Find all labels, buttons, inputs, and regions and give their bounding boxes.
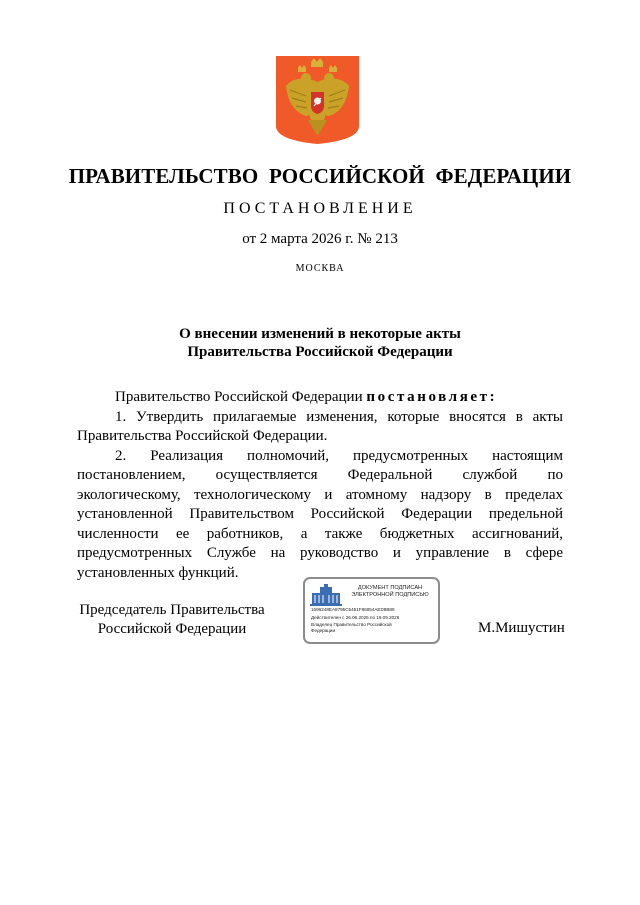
stamp-title-line-1: ДОКУМЕНТ ПОДПИСАН bbox=[357, 585, 423, 591]
document-city: МОСКВА bbox=[295, 263, 345, 274]
stamp-owner-line-2: Федерации bbox=[311, 628, 336, 633]
government-title: ПРАВИТЕЛЬСТВО РОССИЙСКОЙ ФЕДЕРАЦИИ bbox=[68, 164, 572, 188]
government-building-icon bbox=[310, 584, 342, 606]
stamp-title-line-2: ЭЛЕКТРОННОЙ ПОДПИСЬЮ bbox=[351, 592, 429, 598]
document-date-number: от 2 марта 2026 г. № 213 bbox=[242, 231, 398, 247]
electronic-signature-stamp bbox=[303, 577, 440, 644]
item-2-paragraph: 2. Реализация полномочий, предусмотренных настоящим постановлением, осуществляется Федеральной службой по экологическому, технологическому и атомному надзору в пределах установленной Правительством Российской Федерации предельной численности ее работников, а также бюджетных ассигнований, предусмотренных Службе на руководство и управление в сфере установленных функций. bbox=[77, 447, 563, 581]
decree-word: постановляет: bbox=[366, 389, 498, 405]
signatory-position bbox=[77, 601, 267, 639]
intro-paragraph bbox=[77, 388, 563, 408]
coat-of-arms-icon bbox=[276, 56, 359, 144]
document-body bbox=[77, 388, 563, 583]
stamp-title bbox=[345, 585, 435, 599]
intro-text: Правительство Российской Федерации bbox=[115, 389, 367, 405]
stamp-validity: Действителен с 26.06.2025 по 19.09.2026 bbox=[311, 615, 400, 620]
document-type: ПОСТАНОВЛЕНИЕ bbox=[223, 200, 417, 217]
signatory-name: М.Мишустин bbox=[478, 620, 565, 636]
position-line-2: Российской Федерации bbox=[97, 621, 247, 637]
document-subject bbox=[0, 325, 640, 361]
stamp-owner-line-1: Владелец Правительство Российской bbox=[311, 622, 392, 627]
item-1-paragraph: 1. Утвердить прилагаемые изменения, которые вносятся в акты Правительства Российской Федерации. bbox=[77, 408, 563, 444]
subject-line-2: Правительства Российской Федерации bbox=[187, 344, 453, 360]
subject-line-1: О внесении изменений в некоторые акты bbox=[179, 326, 461, 342]
stamp-serial: 1696248EA8795C5451F86854AED8B89 bbox=[311, 607, 395, 612]
position-line-1: Председатель Правительства bbox=[79, 602, 265, 618]
